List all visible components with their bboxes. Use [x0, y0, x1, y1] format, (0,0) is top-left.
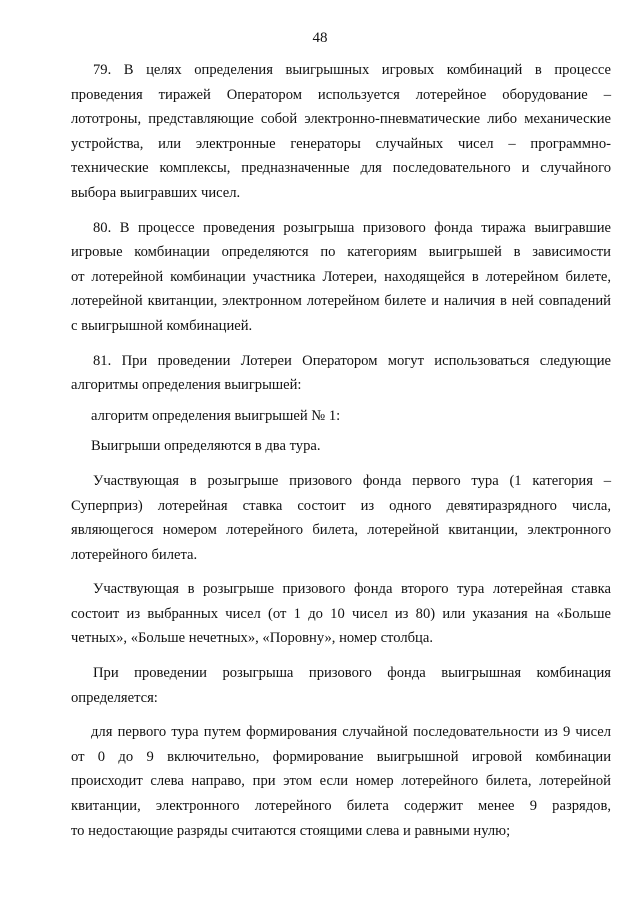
text-line: для первого тура путем формирования случайной последовательности из 9 чисел — [91, 724, 611, 741]
document-body — [71, 58, 611, 853]
text-line: лотерейной квитанции, электронном лотерейном билете и наличия в ней совпадений — [71, 293, 611, 310]
text-line: с выигрышной комбинацией. — [71, 317, 253, 334]
text-line: При проведении розыгрыша призового фонда выигрышная комбинация — [93, 665, 611, 682]
text-line: происходит слева направо, при этом если номер лотерейного билета, лотерейной — [71, 773, 611, 790]
text-line: Участвующая в розыгрыше призового фонда второго тура лотерейная ставка — [93, 581, 611, 598]
paragraph — [93, 404, 611, 429]
text-line: квитанции, электронного лотерейного билета содержит менее 9 разрядов, — [71, 798, 611, 815]
text-line: технические комплексы, предназначенные для последовательного и случайного — [71, 160, 611, 177]
text-line: лототроны, представляющие собой электронно-пневматические либо механические — [71, 111, 611, 128]
text-line: от лотерейной комбинации участника Лотереи, находящейся в лотерейном билете, — [71, 268, 611, 285]
text-line: алгоритмы определения выигрышей: — [71, 377, 302, 394]
paragraph — [71, 469, 611, 567]
text-line: являющегося номером лотерейного билета, лотерейной квитанции, электронного — [71, 522, 611, 539]
text-line: определяется: — [71, 689, 158, 706]
text-line: выбора выигравших чисел. — [71, 184, 241, 201]
text-line: от 0 до 9 включительно, формирование выигрышной игровой комбинации — [71, 748, 611, 765]
paragraph — [71, 577, 611, 651]
paragraph — [71, 216, 611, 339]
paragraph — [71, 661, 611, 710]
text-line: 80. В процессе проведения розыгрыша призового фонда тиража выигравшие — [93, 219, 611, 236]
text-line: то недостающие разряды считаются стоящими слева и равными нулю; — [71, 822, 511, 839]
paragraph — [71, 720, 611, 843]
text-line: 79. В целях определения выигрышных игровых комбинаций в процессе — [93, 62, 611, 78]
text-line: Выигрыши определяются в два тура. — [91, 438, 321, 455]
text-line: четных», «Больше нечетных», «Поровну», номер столбца. — [71, 630, 433, 647]
page-number: 48 — [312, 30, 328, 46]
paragraph — [71, 349, 611, 398]
paragraph — [71, 58, 611, 206]
text-line: проведения тиражей Оператором используется лотерейное оборудование – — [71, 86, 611, 103]
text-line: Суперприз) лотерейная ставка состоит из одного девятиразрядного числа, — [71, 497, 611, 514]
text-line: 81. При проведении Лотереи Оператором могут использоваться следующие — [93, 352, 611, 369]
text-line: игровые комбинации определяются по категориям выигрышей в зависимости — [71, 244, 611, 261]
text-line: устройства, или электронные генераторы случайных чисел – программно- — [71, 135, 611, 152]
paragraph — [93, 434, 611, 459]
text-line: лотерейного билета. — [71, 546, 198, 563]
text-line: алгоритм определения выигрышей № 1: — [91, 407, 341, 424]
text-line: Участвующая в розыгрыше призового фонда первого тура (1 категория – — [93, 472, 611, 489]
text-line: состоит из выбранных чисел (от 1 до 10 чисел из 80) или указания на «Больше — [71, 605, 611, 622]
